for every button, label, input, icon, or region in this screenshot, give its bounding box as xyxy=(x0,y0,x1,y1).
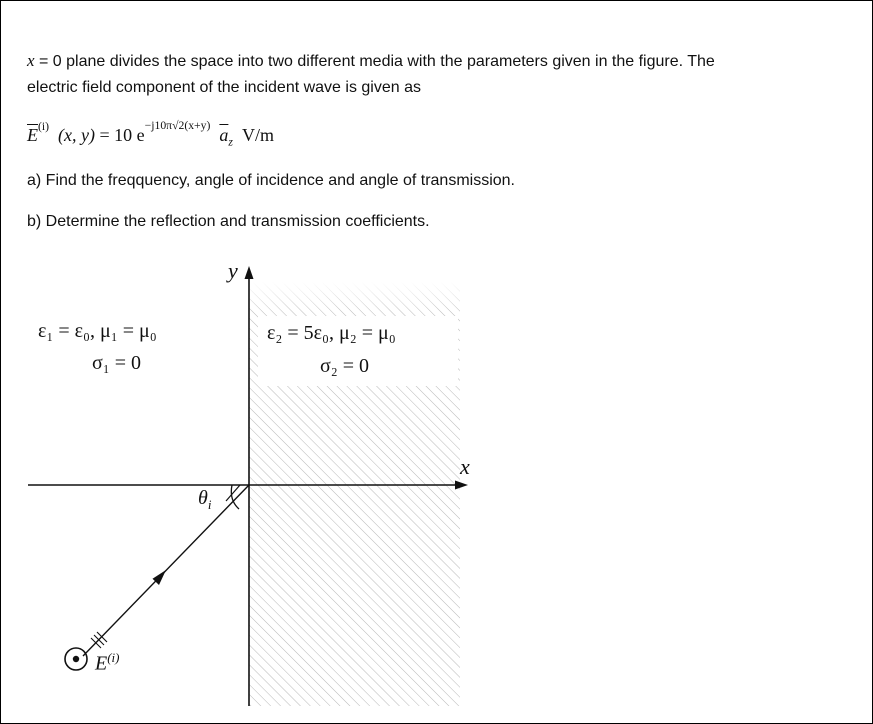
equation-unit-vector-sub: z xyxy=(228,135,233,149)
medium-1-conductivity: σ₁ = 0 xyxy=(92,352,142,374)
equation-exponent: −j10π√2(x+y) xyxy=(144,119,211,132)
field-label xyxy=(95,650,120,676)
problem-line-2: electric field component of the incident wave is given as xyxy=(27,79,421,96)
incident-ray xyxy=(83,485,249,656)
angle-label xyxy=(198,487,211,513)
field-symbol-dot xyxy=(73,656,79,662)
equation-unit-vector: $\overline{a}$ xyxy=(219,125,229,145)
medium-1-params: ε₁ = ε₀, μ₁ = μ₀ xyxy=(38,320,157,342)
angle-subscript: i xyxy=(207,497,212,512)
equation-units: V/m xyxy=(241,125,274,145)
line1-variable: x xyxy=(27,51,35,70)
angle-symbol: θ xyxy=(198,487,208,509)
equation-amplitude: = 10 e xyxy=(95,125,145,145)
x-axis-arrow xyxy=(455,481,468,490)
x-axis-label: x xyxy=(460,454,470,479)
equation-field: $\overline{E}$ xyxy=(27,125,38,145)
medium-2-conductivity: σ₂ = 0 xyxy=(320,355,370,377)
line1-text: = 0 plane divides the space into two different media with the parameters given in the figure. The xyxy=(34,53,715,70)
part-b: b) Determine the reflection and transmission coefficients. xyxy=(27,213,430,230)
y-axis-label: y xyxy=(228,258,238,283)
equation-args: (x, y) xyxy=(58,125,95,145)
medium-2-params: ε₂ = 5ε₀, μ₂ = μ₀ xyxy=(267,322,396,344)
equation-field-sup: (i) xyxy=(38,120,50,133)
part-a: a) Find the freqquency, angle of incidence and angle of transmission. xyxy=(27,172,515,189)
field-label-sup: (i) xyxy=(107,650,120,665)
y-axis-arrow xyxy=(245,266,254,279)
field-label-symbol: E xyxy=(95,652,108,675)
